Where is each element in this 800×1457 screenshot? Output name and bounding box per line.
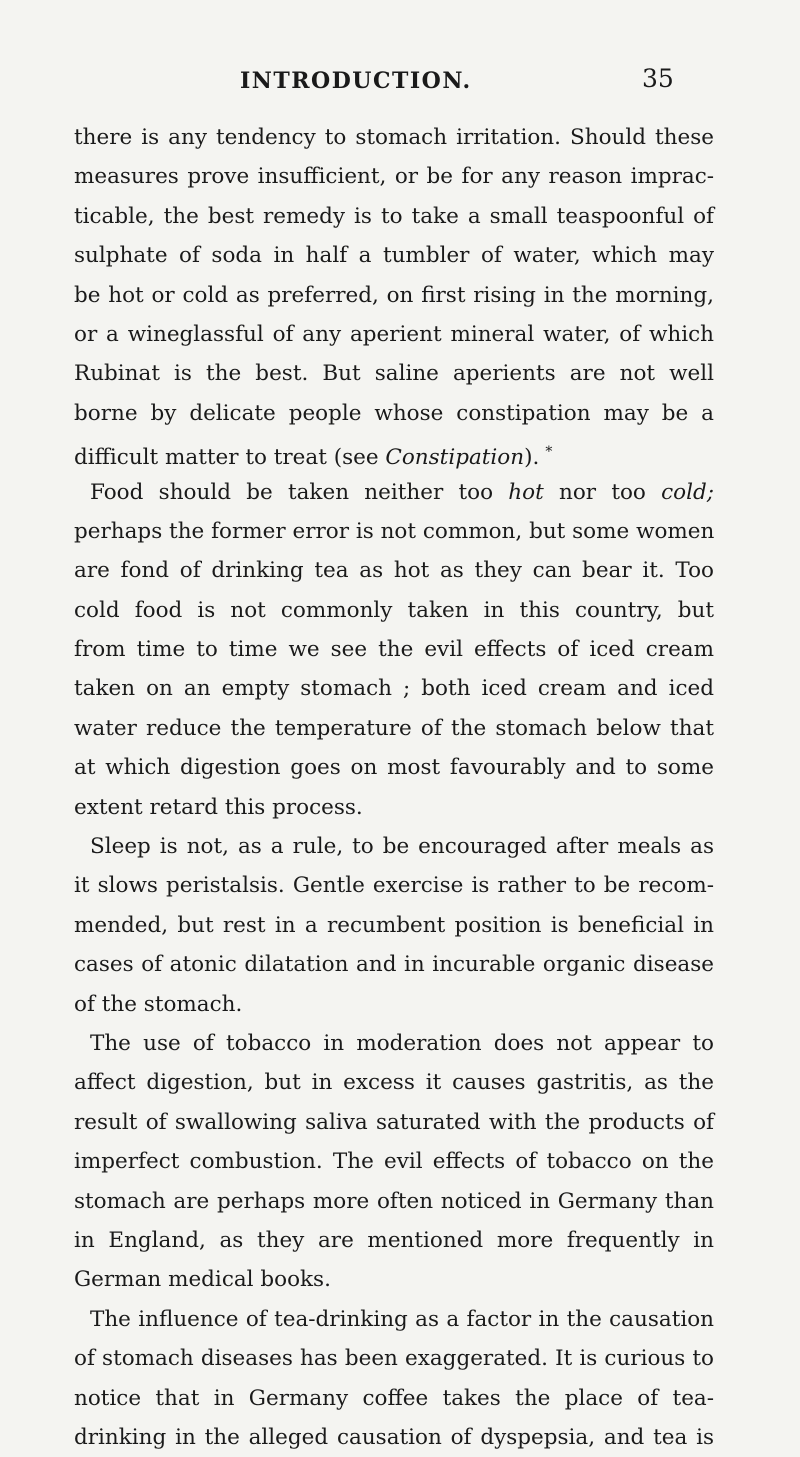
emphasis-hot: hot [508, 479, 544, 505]
text-line: taken on an empty stomach ; both iced cream and iced [74, 676, 714, 702]
stray-mark: * [545, 444, 553, 461]
text-line: mended, but rest in a recumbent position is beneficial in [74, 912, 714, 938]
text-line: are fond of drinking tea as hot as they can bear it. Too [74, 558, 714, 584]
text-line: The influence of tea-drinking as a factor in the causation [90, 1306, 714, 1332]
text-run: nor too [543, 479, 662, 505]
text-line: perhaps the former error is not common, but some women [74, 518, 715, 544]
paragraph-tea [74, 1300, 714, 1457]
text-line: in England, as they are mentioned more frequently in [74, 1227, 714, 1253]
paragraph-sleep [74, 827, 714, 1024]
page-header [0, 60, 800, 100]
page-number: 35 [642, 64, 674, 93]
text-line: extent retard this process. [74, 794, 363, 820]
text-line: Rubinat is the best. But saline aperients are not well [74, 361, 714, 387]
text-line: borne by delicate people whose constipation may be a [74, 400, 714, 426]
text-line: Sleep is not, as a rule, to be encouraged after meals as [90, 834, 714, 860]
text-line [74, 473, 714, 512]
text-line: affect digestion, but in excess it causes gastritis, as the [74, 1070, 714, 1096]
text-line: measures prove insufficient, or be for any reason imprac- [74, 164, 714, 190]
paragraph-tobacco [74, 1024, 714, 1300]
text-line: of stomach diseases has been exaggerated. It is curious to [74, 1346, 714, 1372]
emphasis-cold: cold; [661, 479, 714, 505]
text-line: it slows peristalsis. Gentle exercise is rather to be recom- [74, 873, 714, 899]
text-line [74, 433, 714, 472]
text-line: stomach are perhaps more often noticed in Germany than [74, 1188, 714, 1214]
text-line: there is any tendency to stomach irritation. Should these [74, 125, 714, 150]
text-line: sulphate of soda in half a tumbler of water, which may [74, 243, 714, 269]
text-line: The use of tobacco in moderation does not appear to [90, 1030, 714, 1056]
cross-reference-constipation: Constipation [385, 445, 525, 471]
paragraph-food-temperature [74, 473, 714, 828]
text-line: from time to time we see the evil effects of iced cream [74, 637, 714, 663]
text-line: cases of atonic dilatation and in incurable organic disease [74, 952, 714, 978]
text-line: notice that in Germany coffee takes the place of tea- [74, 1385, 714, 1411]
text-run: Food should be taken neither too [90, 479, 509, 505]
text-line: of the stomach. [74, 991, 243, 1017]
text-line: or a wineglassful of any aperient mineral water, of which [74, 321, 714, 347]
text-run: ). [524, 445, 540, 471]
text-line: drinking in the alleged causation of dyspepsia, and tea is [74, 1424, 714, 1450]
text-line: result of swallowing saliva saturated with the products of [74, 1109, 714, 1135]
paragraph-aperients [74, 118, 714, 473]
text-run: difficult matter to treat (see [74, 445, 386, 471]
running-title: INTRODUCTION. [240, 68, 472, 94]
text-line: water reduce the temperature of the stomach below that [74, 715, 714, 741]
text-line: at which digestion goes on most favourably and to some [74, 755, 714, 781]
body-text [74, 118, 714, 1457]
text-line: ticable, the best remedy is to take a small teaspoonful of [74, 203, 714, 229]
text-line: imperfect combustion. The evil effects of tobacco on the [74, 1149, 714, 1175]
text-line: cold food is not commonly taken in this country, but [74, 597, 714, 623]
text-line: be hot or cold as preferred, on first rising in the morning, [74, 282, 714, 308]
text-line: German medical books. [74, 1267, 331, 1293]
